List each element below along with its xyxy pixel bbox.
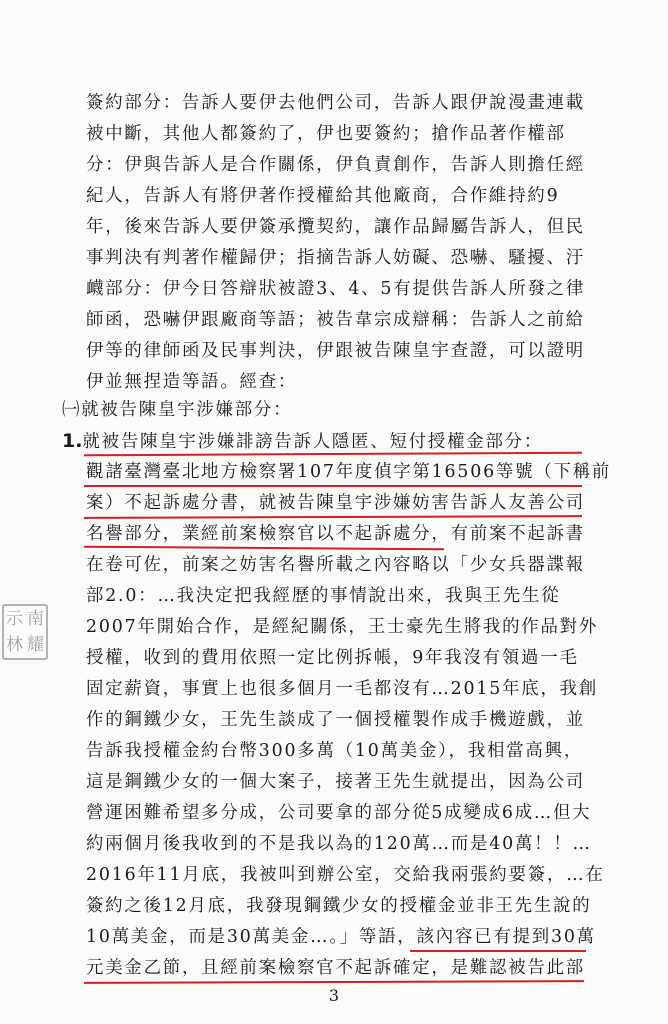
text-line: 事判決有判著作權歸伊；指摘告訴人妨礙、恐嚇、騷擾、汙 bbox=[86, 248, 585, 268]
red-underline bbox=[410, 950, 586, 952]
text-line: 師函，恐嚇伊跟廠商等語；被告韋宗成辯稱：告訴人之前給 bbox=[86, 310, 585, 330]
text-line: 簽約之後12月底，我發現鋼鐵少女的授權金並非王先生說的 bbox=[86, 896, 592, 916]
text-line: 授權，收到的費用依照一定比例拆帳，9年我沒有領過一毛 bbox=[86, 648, 579, 668]
text-line: 觀諸臺灣臺北地方檢察署107年度偵字第16506等號（下稱前 bbox=[86, 462, 612, 482]
text-line: 告訴我授權金約台幣300多萬（10萬美金），我相當高興， bbox=[86, 741, 584, 761]
seal-char: 林 bbox=[6, 635, 23, 655]
text-line: 10萬美金，而是30萬美金…。」等語，該內容已有提到30萬 bbox=[86, 927, 596, 947]
text-line: 在卷可佐，前案之妨害名譽所載之內容略以「少女兵器諜報 bbox=[86, 555, 585, 575]
text-line: 固定薪資，事實上也很多個月一毛都沒有…2015年底，我創 bbox=[86, 679, 599, 699]
text-line: 分：伊與告訴人是合作關係，伊負責創作，告訴人則擔任經 bbox=[86, 155, 585, 175]
text-line: 衊部分：伊今日答辯狀被證3、4、5有提供告訴人所發之律 bbox=[86, 279, 586, 299]
seal-char: 示 bbox=[6, 609, 23, 629]
text-line: 年，後來告訴人要伊簽承攬契約，讓作品歸屬告訴人，但民 bbox=[86, 217, 585, 237]
text-line: 2016年11月底，我被叫到辦公室，交給我兩張約要簽，…在 bbox=[86, 865, 605, 885]
item-heading: 就被告陳皇宇涉嫌誹謗告訴人隱匿、短付授權金部分： bbox=[82, 432, 544, 452]
seal-char: 南 bbox=[27, 609, 44, 629]
item-number: 1. bbox=[62, 430, 83, 452]
text-line: 簽約部分：告訴人要伊去他們公司，告訴人跟伊說漫畫連載 bbox=[86, 93, 585, 113]
red-underline bbox=[84, 980, 584, 984]
seal-stamp bbox=[2, 604, 48, 660]
text-line: 名譽部分，業經前案檢察官以不起訴處分，有前案不起訴書 bbox=[86, 524, 585, 544]
text-line: 2007年開始合作，是經紀關係，王士豪先生將我的作品對外 bbox=[86, 617, 599, 637]
text-line: 被中斷，其他人都簽約了，伊也要簽約；搶作品著作權部 bbox=[86, 124, 566, 144]
text-line: 伊等的律師函及民事判決，伊跟被告陳皇宇查證，可以證明 bbox=[86, 341, 585, 361]
text-line: 約兩個月後我收到的不是我以為的120萬…而是40萬！！… bbox=[86, 834, 592, 854]
text-line: 元美金乙節，且經前案檢察官不起訴確定，是難認被告此部 bbox=[86, 958, 585, 978]
section-heading: ㈠就被告陳皇宇涉嫌部分： bbox=[62, 400, 293, 420]
text-line: 案）不起訴處分書，就被告陳皇宇涉嫌妨害告訴人友善公司 bbox=[86, 493, 585, 513]
text-line: 部2.0：…我決定把我經歷的事情說出來，我與王先生從 bbox=[86, 586, 561, 606]
text-line: 紀人，告訴人有將伊著作授權給其他廠商，合作維持約9 bbox=[86, 186, 560, 206]
text-line: 營運困難希望多分成，公司要拿的部分從5成變成6成…但大 bbox=[86, 803, 592, 823]
page-number: 3 bbox=[328, 986, 340, 1005]
text-line: 伊並無捏造等語。經查： bbox=[86, 372, 298, 392]
text-line: 作的鋼鐵少女，王先生談成了一個授權製作成手機遊戲，並 bbox=[86, 710, 585, 730]
red-underline bbox=[84, 485, 582, 487]
seal-char: 耀 bbox=[27, 635, 44, 655]
text-line: 這是鋼鐵少女的一個大案子，接著王先生就提出，因為公司 bbox=[86, 772, 585, 792]
